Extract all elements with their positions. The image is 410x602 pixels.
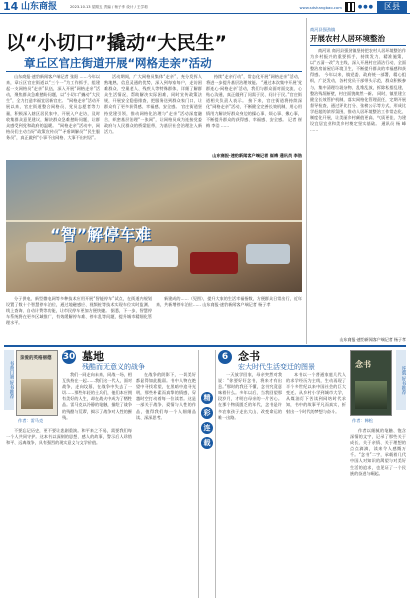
highlight-char: 彩: [201, 407, 213, 419]
mid-body-left: 分子供电、新型微电网等多种技术应用开展“智能停车”试点，在街道内规划设置了数十个智慧停车泊位，通过地磁感应、视频桩等技术实现车位实时监测、线上查询、自动计费等功能，让市民停车更加方便快捷。 据悉，下一步，智慧停车系统将在更多区域推广，有效缓解停车难、停车乱等问题，提升城市精细化管理水平。: [6, 296, 152, 326]
qr-code-icon: [345, 2, 355, 12]
book-left-title: 墓地: [82, 350, 104, 363]
parking-photo: [6, 160, 302, 292]
right-kicker: 商河县强劲镇: [310, 27, 336, 32]
page-number: 14: [3, 0, 19, 13]
book-cover-title: 亲爱的英格丽德: [20, 356, 52, 361]
column-rule: [306, 18, 307, 344]
book-right-subtitle: 宏大时代生活变迁的图景: [238, 363, 315, 371]
lead-subhead: 章丘区官庄街道开展“网格走亲”活动: [24, 56, 212, 70]
installment-number-left: 30: [62, 352, 76, 362]
header-right: [300, 1, 408, 13]
book-right-author: 作者：韩松: [352, 418, 373, 423]
page-header: [0, 0, 410, 14]
book-right-text-c: 作者以细腻的笔触、饱含深情的文字，记录了那些关于成长、关于亲情、关于理想的点点滴滴，读来令人感慨万千。“念书”二字，承载着几代中国人对知识的渴望与对美好生活的追求，也见证了一个民族的奋进与崛起。: [350, 428, 406, 476]
divider: [310, 45, 406, 46]
book-left-text-c: 不要忘记历史，更不要让悲剧重演。和平来之不易，需要我们每一个人共同守护。这本书以深刻的思想、感人的故事，警示后人珍惜和平、远离战争，具有强烈的现实意义与文学价值。: [6, 428, 132, 446]
right-sidebar-label: 连载 好书推荐: [396, 350, 406, 410]
left-sidebar-label: 书香门第 好书推荐: [4, 350, 14, 410]
highlight-char: 连: [201, 422, 213, 434]
lead-body-col2: 活动期间，广大网格员集体“走亲”，充分发挥人熟地熟、信息灵通的优势，深入到每家每户，走访困难群众、空巢老人、残疾人等特殊群体，详细了解群众生活情况，帮助解决实际困难，同时宣传政策法规，开展安全隐患排查，把服务送到群众家门口，让群众有了更多获得感、幸福感、安全感。 官庄街道坚持党建引领，推动网格化治理与“走亲”活动深度融合，织密基层治理“一张网”，让网格员成为连接党委政府与人民群众的桥梁纽带，为基层社会治理注入新活力。: [104, 74, 202, 134]
lead-body-col3: 持续“走亲行动”，常态化开展“网格走亲”活动，将进一步提升基层治理效能。 “通过本次集中开展‘党群连心·网格走亲’活动，我们与群众面对面交流、心贴心沟通，真正做到了问需于民、问计于民。”官庄街道相关负责人表示。 接下来，官庄街道将持续深化“网格走亲”活动，不断健全完善长效机制，用心用情用力解决好群众身边的操心事、烦心事、揪心事，不断提升群众的获得感、幸福感、安全感。 记者 崔梅 李浩 ……: [206, 74, 302, 128]
dots-icon: ●●●: [357, 4, 374, 10]
issue-meta: 2023.10.13 星期五 责编 / 杨子孝 设计 / 王学莉: [70, 5, 148, 9]
column-rule: [215, 350, 216, 598]
installment-number-right: 6: [218, 350, 232, 364]
site-url[interactable]: www.sdshangbao.com: [299, 4, 342, 10]
section-badge: 区县: [377, 1, 407, 13]
column-rule: [198, 350, 199, 598]
section-name: 山东商报: [21, 2, 58, 12]
book-left-text-a: 我们一同走向未来，同战一场，相互扶持在一起……我们这一代人，面对战争，走向坟墓，在战争中失去了一切……那些年轻的士兵们，他们本应拥有美好的人生，却在战火中成为了牺牲品。雷马克以冷静的笔触，描绘了战争的残酷与荒谬，揭示了战争对人性的摧残。: [62, 372, 132, 420]
photo-title: “智”解停车难: [50, 225, 152, 244]
highlight-char: 精: [201, 392, 213, 404]
divider: [6, 71, 302, 72]
book-left-text-b: 在战争的阴影下，一切美好都显得如此脆弱。书中人物在绝望中寻找希望，在黑暗中追寻光明，那些朴素而真挚的情感，穿越时空打动着每一位读者。这是一部关于战争、爱情与人性的作品，值得我们每一个人细细品读、深深思考。: [136, 372, 196, 420]
book-cover-left: [16, 350, 58, 416]
lead-body-col1: 山东商报·速豹新闻客户端记者 张阳 ……今年以来，章丘区官庄街道以“三个一”为工作抓手，组建起一支网格员“走亲”队伍，深入开展“网格走亲”活动，聚焦群众急难愁盼问题，以“小切口”撬动“大民生”，全力打造幸福宜居新官庄。 “网格走亲”活动开展以来，官庄街道整合网格员、党员志愿者等力量，积极深入辖区居民家中，开展入户走访，及时收集群众意见建议，解决群众急难愁盼问题，让群众感受到党和政府的温暖。 “网格走亲”活动中，网格员们主动当好“政策宣传员”“矛盾调解员”“民生服务员”，真正做到“小事不出网格、大事不出村居”。: [6, 74, 100, 140]
highlight-strip: [201, 392, 213, 449]
book-right-text-b: 本书以一个普通家庭几代人的求学经历为主线，生动再现了半个多世纪以来中国社会的巨大变迁。从乡村小学到城市大学，从煤油灯下苦读到网络时代求知，书中的故事平凡而真实，折射出一个时代的梦想与奋斗。: [286, 372, 346, 414]
book-cover-right: [350, 350, 392, 416]
book-left-subtitle: 残酷而无意义的战争: [82, 363, 145, 371]
book-right-text-a: 一天放学回家，母亲突然对我说：“你要好好念书，将来才有出息。”那时的我还不懂，念书究竟意味着什么。多年以后，当我回望那段岁月，才明白母亲的一片苦心。在那个物质匮乏的年代，念书是许多农家孩子走出大山、改变命运的唯一出路。: [218, 372, 282, 420]
right-headline: 开展农村人居环境整治: [310, 34, 385, 43]
section-divider: [4, 345, 406, 347]
book-cover-title: 念书: [355, 360, 371, 369]
right-body: 商河讯 商河县强劲镇坚持把农村人居环境整治作为乡村振兴的重要抓手，持续发力、精准施策，以“五清一改”为主线，深入开展村庄清洁行动，全面整治房前屋后环境卫生，不断提升群众的幸福感和获得感。 今年以来，镇党委、政府统一部署，精心组织，广泛发动，各村党员干部带头示范，群众积极参与，集中清理垃圾杂物、乱堆乱放，拆除私搭乱建，整治残垣断壁，村庄面貌焕然一新。 同时，镇里建立健全长效管护机制，落实网格化管理责任，定期开展督导检查，通过评比打分、张榜公示等方式，形成比学赶超的浓厚氛围，推动人居环境整治工作常态化、制度化开展，让美丽乡村颜值更高、气质更佳，为建设宜居宜业和美乡村奠定坚实基础。 通讯员 杨 峰 ……: [310, 48, 406, 133]
highlight-char: 载: [201, 437, 213, 449]
book-right-title: 念书: [238, 350, 260, 363]
right-credit: 山东商报·速豹新闻客户端记者 杨子孝: [339, 337, 406, 342]
book-left-author: 作者：雷马克: [18, 418, 44, 423]
lead-headline: 以“小切口”撬动“大民生”: [6, 32, 227, 54]
lead-credit: 山东商报·速豹新闻客户端记者 崔梅 通讯员 李浩: [212, 153, 302, 158]
mid-body-right: 新建成的……（见图），提升大家的生活幸福指数，方便群众日常出行，近年来，共新增停车泊位…… 山东商报·速豹新闻客户端记者 杨子孝: [156, 296, 302, 308]
